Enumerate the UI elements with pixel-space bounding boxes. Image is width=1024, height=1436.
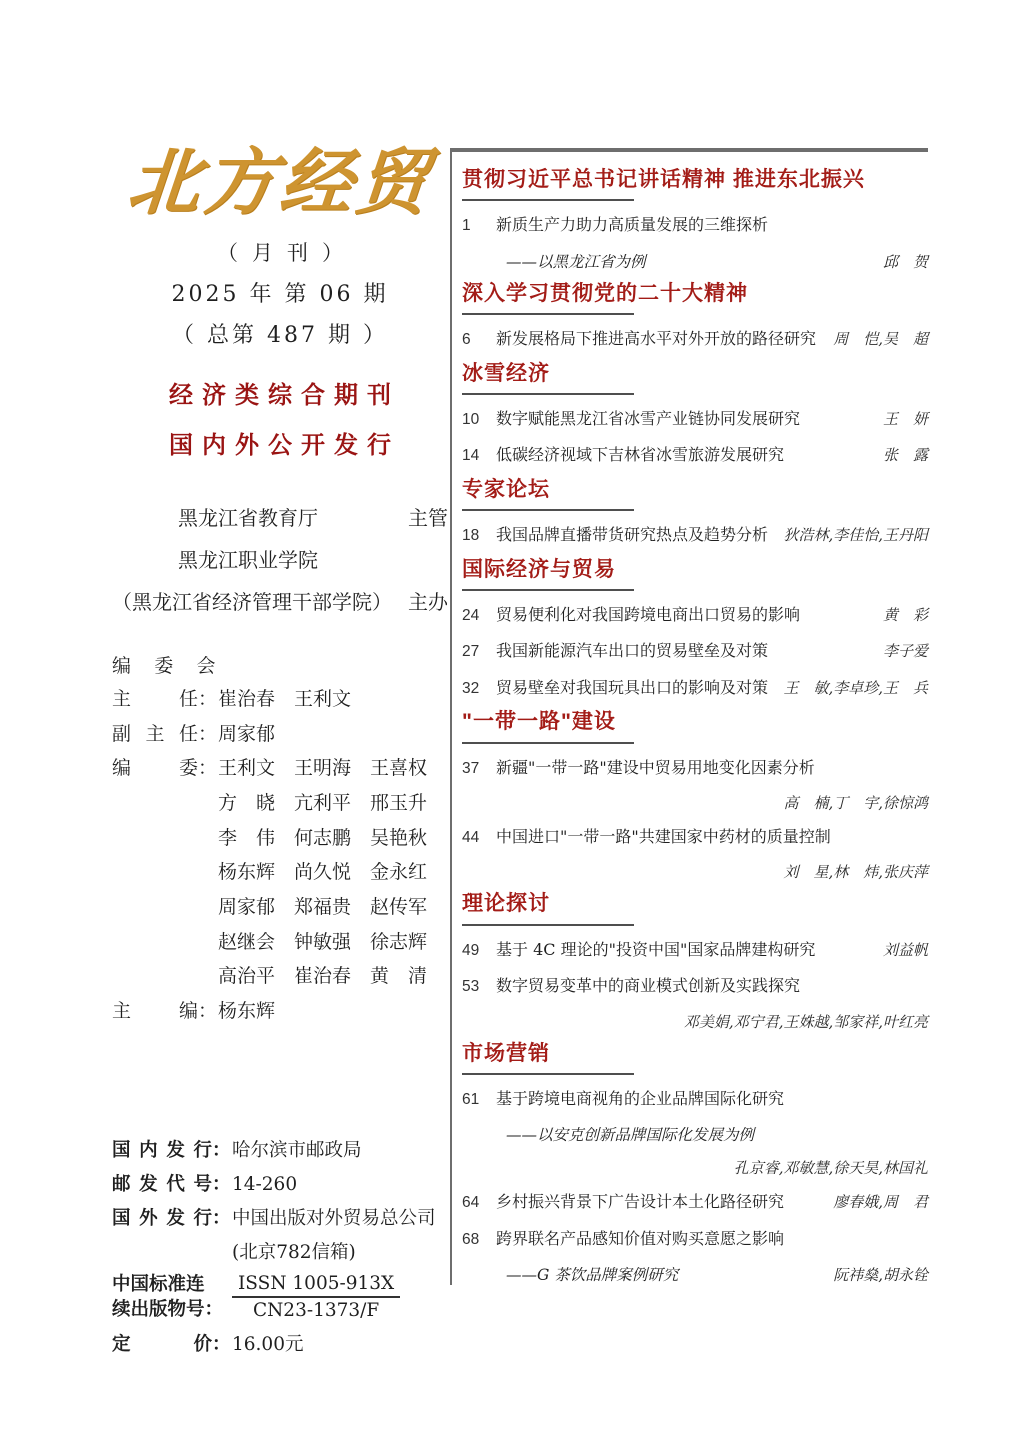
toc-article-authors: 王 敏,李卓珍,王 兵: [783, 678, 928, 697]
toc-section-title: 冰雪经济: [462, 361, 550, 385]
board-role-label: [112, 791, 198, 817]
publication-label: 邮发代号: [112, 1173, 212, 1194]
toc-item: [462, 825, 928, 849]
toc-section-title: 贯彻习近平总书记讲话精神 推进东北振兴: [462, 168, 865, 191]
board-role-label: [112, 964, 198, 990]
board-row: [112, 930, 448, 956]
publication-value: (北京782信箱): [232, 1242, 356, 1263]
publication-info: [112, 1128, 452, 1356]
board-row: [112, 860, 448, 886]
board-member-names: 赵继会 钟敏强 徐志辉: [218, 930, 428, 953]
toc-section: [462, 890, 928, 1031]
toc-article-authors: 周 恺,吴 超: [833, 330, 928, 349]
board-row: [112, 791, 448, 817]
publication-row: 国内发行 ： 哈尔滨市邮政局: [112, 1136, 452, 1162]
board-row: 主任 ： 崔治春 王利文: [112, 687, 448, 713]
toc-page-number: 18: [462, 527, 480, 545]
toc-article-subtitle: ——以黑龙江省为例: [506, 252, 646, 271]
toc-article-authors: 黄 彩: [882, 605, 928, 624]
supervisor-row: [112, 502, 448, 531]
publication-rows: [112, 1136, 452, 1264]
board-role-label: 编委: [112, 758, 198, 780]
toc-section-underline: [462, 509, 634, 511]
toc-article-subtitle-row: [506, 1123, 928, 1145]
toc-page-number: 6: [462, 331, 471, 349]
publication-row: 国外发行 ： 中国出版对外贸易总公司: [112, 1204, 452, 1230]
toc-item: [462, 1190, 928, 1214]
price-row: 定价 ： 16.00元: [112, 1330, 452, 1356]
toc-section-underline: [462, 1073, 634, 1075]
editorial-board-rows: [112, 687, 448, 1024]
price-value: 16.00元: [232, 1333, 304, 1355]
toc-section-title: 国际经济与贸易: [462, 557, 616, 581]
toc-article-subtitle-row: [506, 250, 928, 272]
board-member-names: 周家郁 郑福贵 赵传军: [218, 896, 428, 919]
toc-article-subtitle: ——G 茶饮品牌案例研究: [506, 1266, 679, 1285]
toc-item: [462, 676, 928, 700]
toc-item: [462, 407, 928, 431]
board-member-names: 高治平 崔治春 黄 清: [218, 965, 428, 988]
board-row: 副主任 ： 周家郁: [112, 722, 448, 748]
toc-article-title: 跨界联名产品感知价值对购买意愿之影响: [496, 1228, 785, 1248]
board-role-label: [112, 930, 198, 956]
toc-item: [462, 756, 928, 780]
issue-total-number: （ 总第 487 期 ）: [172, 323, 388, 349]
toc-article-subtitle-row: [506, 1263, 928, 1285]
publication-value: 14-260: [232, 1174, 298, 1195]
toc-section-underline: [462, 924, 634, 926]
toc-article-title: 贸易便利化对我国跨境电商出口贸易的影响: [496, 604, 801, 624]
toc-article-authors-line: 刘 星,林 炜,张庆萍: [783, 863, 928, 882]
toc-article-title: 我国品牌直播带货研究热点及趋势分析: [496, 525, 769, 545]
toc-article-authors: 阮祎燊,胡永铨: [833, 1266, 928, 1285]
toc-section-title: 市场营销: [462, 1041, 550, 1065]
board-row: [112, 826, 448, 852]
toc-item: [462, 603, 928, 627]
toc-page-number: 10: [462, 410, 480, 428]
toc-section: [462, 1040, 928, 1286]
board-role-label: [112, 895, 198, 921]
toc-page-number: 37: [462, 759, 480, 777]
toc-article-authors: 李子爱: [882, 642, 928, 661]
organizer-block: [112, 502, 448, 615]
toc-section: [462, 476, 928, 548]
toc-article-authors: 张 露: [882, 446, 928, 465]
toc-item: [462, 938, 928, 962]
host-row-1: [112, 544, 448, 573]
publication-row: [112, 1238, 452, 1264]
toc-page-number: 64: [462, 1194, 480, 1212]
host-org-2: （黑龙江省经济管理干部学院）: [112, 590, 392, 615]
board-member-names: 方 晓 亢利平 邢玉升: [218, 792, 428, 815]
cn-number: CN23-1373/F: [252, 1299, 380, 1321]
toc-article-authors: 王 妍: [882, 409, 928, 428]
supervisor-role: 主管: [408, 506, 448, 531]
toc-article-subtitle: ——以安克创新品牌国际化发展为例: [506, 1126, 755, 1145]
toc-section: [462, 280, 928, 352]
board-member-names: 杨东辉 尚久悦 金永红: [218, 861, 428, 884]
toc-article-title: 基于跨境电商视角的企业品牌国际化研究: [496, 1089, 785, 1108]
host-row-2: [112, 586, 448, 615]
tagline-category: 经济类综合期刊: [169, 382, 400, 410]
toc-article-title: 新疆"一带一路"建设中贸易用地变化因素分析: [496, 757, 815, 777]
board-role-label: [112, 826, 198, 852]
toc-page-number: 14: [462, 447, 480, 465]
publication-value: 中国出版对外贸易总公司: [232, 1208, 436, 1229]
toc-section: [462, 166, 928, 272]
issn-values: [232, 1273, 400, 1321]
publication-value: 哈尔滨市邮政局: [232, 1140, 362, 1161]
toc-article-authors: 狄浩林,李佳怡,王丹阳: [783, 526, 928, 545]
toc-article-title: 数字贸易变革中的商业模式创新及实践探究: [496, 976, 801, 996]
issn-label: 中国标准连 续出版物号：: [112, 1273, 224, 1319]
toc-item: [462, 523, 928, 547]
price-label: 定价: [112, 1332, 212, 1354]
board-role-label: [112, 860, 198, 886]
board-row: [112, 964, 448, 990]
toc-article-title: 数字赋能黑龙江省冰雪产业链协同发展研究: [496, 408, 801, 428]
board-row: 主编 ： 杨东辉: [112, 999, 448, 1025]
supervisor-org: 黑龙江省教育厅: [178, 506, 318, 531]
toc-page-number: 49: [462, 941, 480, 959]
toc-article-authors-line: 邓美娟,邓宁君,王姝越,邹家祥,叶红亮: [683, 1012, 928, 1031]
toc-page-number: 1: [462, 217, 471, 235]
toc-article-authors: 刘益帆: [882, 940, 928, 959]
toc-item: [462, 443, 928, 467]
toc-page-number: 53: [462, 978, 480, 996]
publication-row: 邮发代号 ： 14-260: [112, 1170, 452, 1196]
toc-article-title: 我国新能源汽车出口的贸易壁垒及对策: [496, 641, 769, 661]
toc-section-underline: [462, 742, 634, 744]
board-row: [112, 895, 448, 921]
editorial-board: [112, 651, 448, 1024]
masthead-column: [112, 139, 448, 1025]
toc-article-authors: 邱 贺: [882, 252, 928, 271]
publication-label: 国内发行: [112, 1139, 212, 1160]
toc-section-title: 专家论坛: [462, 477, 550, 501]
host-org-1: 黑龙江职业学院: [178, 548, 318, 573]
toc-page-number: 61: [462, 1091, 480, 1108]
toc-section-underline: [462, 589, 634, 591]
board-role-label: 副主任: [112, 723, 198, 745]
frequency-label: （月刊）: [217, 241, 357, 266]
board-member-names: 杨东辉: [218, 999, 276, 1022]
board-member-names: 李 伟 何志鹏 吴艳秋: [218, 826, 428, 849]
table-of-contents: [450, 148, 928, 1285]
board-role-label: 主编: [112, 1000, 198, 1022]
toc-article-title: 新质生产力助力高质量发展的三维探析: [496, 215, 769, 235]
issn-number: ISSN 1005-913X: [232, 1273, 400, 1298]
issue-number: 2025 年 第 06 期: [171, 282, 389, 308]
toc-article-authors: 廖春娥,周 君: [833, 1193, 928, 1212]
toc-page-number: 44: [462, 829, 480, 846]
toc-section: [462, 360, 928, 468]
tagline-circulation: 国内外公开发行: [169, 432, 400, 460]
board-member-names: 王利文 王明海 王喜权: [218, 757, 428, 780]
toc-item: [462, 213, 928, 237]
editorial-board-heading: 编 委 会: [112, 656, 225, 678]
toc-section: [462, 556, 928, 701]
toc-section-title: 深入学习贯彻党的二十大精神: [462, 281, 748, 305]
toc-item: [462, 1087, 928, 1111]
toc-item: [462, 974, 928, 998]
toc-page-number: 32: [462, 679, 480, 697]
toc-section-underline: [462, 393, 634, 395]
board-row: 编委 ： 王利文 王明海 王喜权: [112, 756, 448, 782]
toc-article-title: 基于 4C 理论的"投资中国"国家品牌建构研究: [496, 939, 816, 959]
toc-article-title: 中国进口"一带一路"共建国家中药材的质量控制: [496, 827, 831, 846]
toc-article-title: 新发展格局下推进高水平对外开放的路径研究: [496, 329, 817, 349]
host-role: 主办: [408, 590, 448, 615]
toc-article-authors-line: 孔京睿,邓敏慧,徐天昊,林国礼: [733, 1159, 928, 1178]
toc-article-title: 贸易壁垒对我国玩具出口的影响及对策: [496, 677, 769, 697]
toc-section-title: 理论探讨: [462, 892, 550, 916]
toc-article-title: 乡村振兴背景下广告设计本土化路径研究: [496, 1192, 785, 1212]
toc-page-number: 27: [462, 643, 480, 661]
toc-page-number: 24: [462, 606, 480, 624]
toc-section-underline: [462, 313, 634, 315]
toc-section-underline: [462, 199, 634, 201]
toc-article-title: 低碳经济视域下吉林省冰雪旅游发展研究: [496, 445, 785, 465]
toc-article-authors-line: 高 楠,丁 宇,徐惊鸿: [783, 794, 928, 812]
board-member-names: 崔治春 王利文: [218, 688, 352, 711]
publication-label: 国外发行: [112, 1207, 212, 1228]
toc-page-number: 68: [462, 1230, 480, 1248]
toc-item: [462, 327, 928, 351]
toc-item: [462, 1227, 928, 1251]
board-member-names: 周家郁: [218, 722, 276, 745]
toc-section-title: "一带一路"建设: [462, 710, 616, 734]
journal-logo: 北方经贸: [124, 139, 436, 224]
toc-section: [462, 708, 928, 882]
board-role-label: 主任: [112, 689, 198, 711]
toc-item: [462, 639, 928, 663]
issn-block: [112, 1272, 452, 1322]
